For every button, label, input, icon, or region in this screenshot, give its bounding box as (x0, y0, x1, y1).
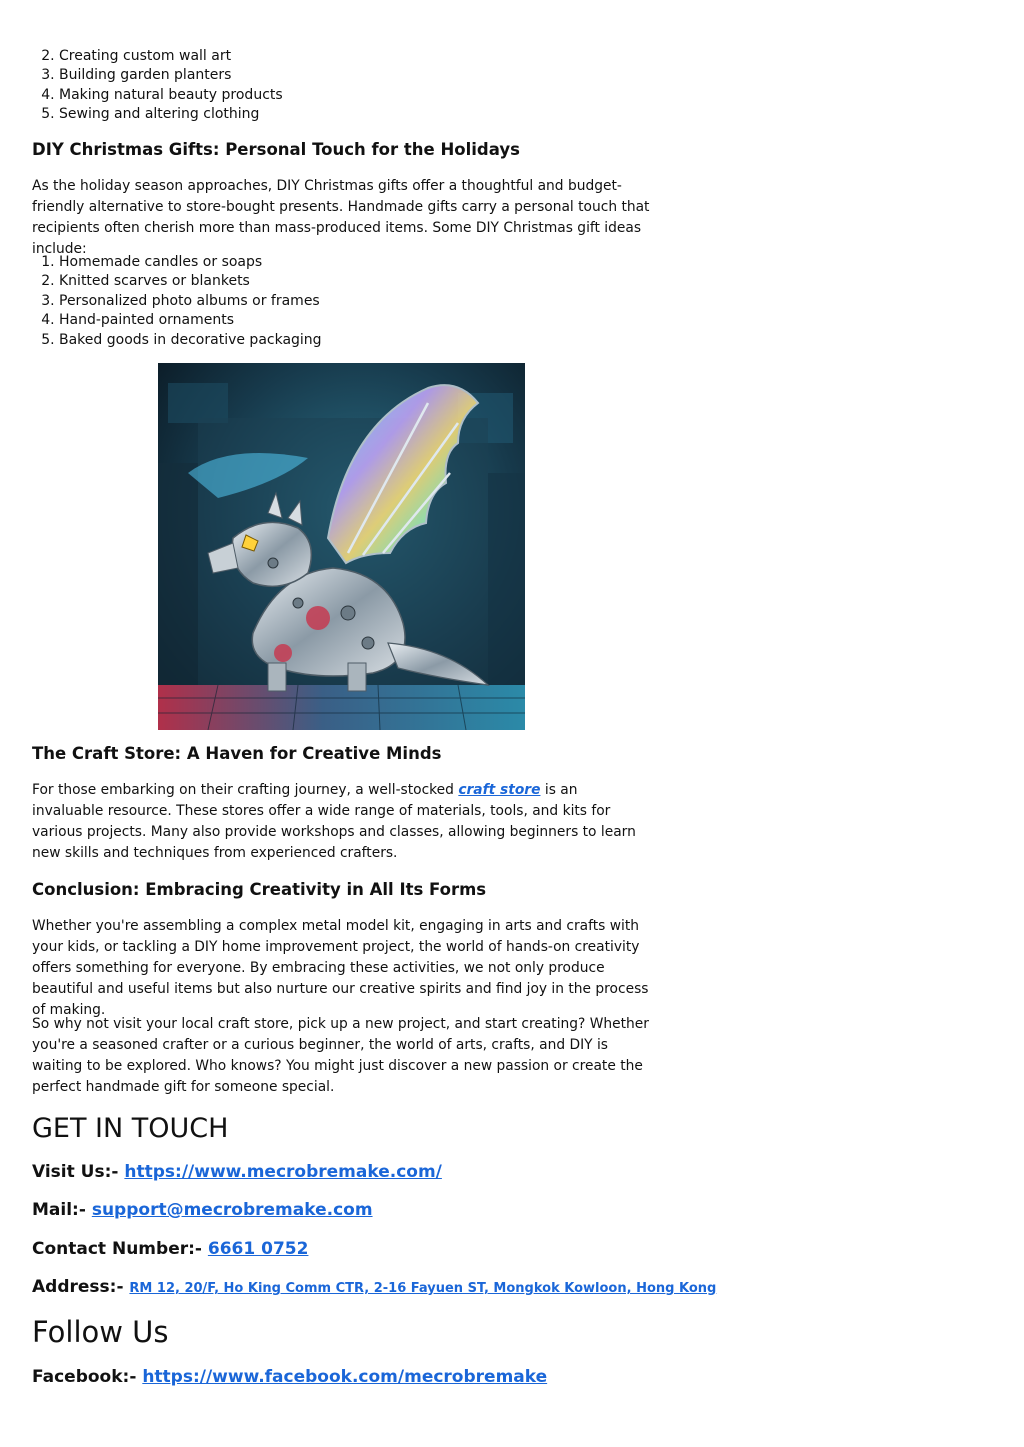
list-item: 4. Hand-painted ornaments (59, 311, 322, 330)
contact-number-line (32, 1239, 308, 1259)
craft-store-text: is an invaluable resource. These stores offer a wide range of materials, tools, and kits for various projects. Many also provide workshops and classes, allowing beginners to learn new skills and techniques from experienced crafters. (32, 782, 636, 861)
list-item: 4. Making natural beauty products (59, 86, 283, 105)
list-item: 5. Baked goods in decorative packaging (59, 331, 322, 350)
christmas-gift-list (32, 253, 322, 350)
mail-label: Mail:- (32, 1200, 86, 1220)
craft-store-text: For those embarking on their crafting journey, a well-stocked (32, 782, 459, 798)
contact-number-label: Contact Number:- (32, 1239, 202, 1259)
mail-line (32, 1200, 373, 1220)
visit-us-label: Visit Us:- (32, 1162, 119, 1182)
section-heading-conclusion: Conclusion: Embracing Creativity in All Its Forms (32, 880, 487, 899)
facebook-line (32, 1367, 547, 1387)
list-item: 2. Creating custom wall art (59, 47, 283, 66)
get-in-touch-heading: GET IN TOUCH (32, 1113, 229, 1144)
list-item: 2. Knitted scarves or blankets (59, 272, 322, 291)
address-link[interactable]: RM 12, 20/F, Ho King Comm CTR, 2-16 Fayuen ST, Mongkok Kowloon, Hong Kong (129, 1281, 717, 1296)
list-item: 1. Homemade candles or soaps (59, 253, 322, 272)
list-item: 5. Sewing and altering clothing (59, 105, 283, 124)
metal-dragon-model-image (158, 363, 525, 730)
facebook-link[interactable]: https://www.facebook.com/mecrobremake (142, 1367, 548, 1387)
craft-store-paragraph (32, 780, 652, 864)
website-link[interactable]: https://www.mecrobremake.com/ (124, 1162, 442, 1182)
conclusion-paragraph-1: Whether you're assembling a complex metal model kit, engaging in arts and crafts with your kids, or tackling a DIY home improvement project, the world of hands-on creativity offers something for everyone. By embracing these activities, we not only produce beautiful and useful items but also nurture our creative spirits and find joy in the process of making. (32, 918, 649, 1018)
list-item: 3. Building garden planters (59, 66, 283, 85)
phone-link[interactable]: 6661 0752 (207, 1239, 309, 1259)
follow-us-heading: Follow Us (32, 1315, 169, 1349)
section-heading-christmas: DIY Christmas Gifts: Personal Touch for the Holidays (32, 140, 520, 159)
christmas-paragraph: As the holiday season approaches, DIY Christmas gifts offer a thoughtful and budget-friendly alternative to store-bought presents. Handmade gifts carry a personal touch that recipients often cherish more than mass-produced items. Some DIY Christmas gift ideas include: (32, 178, 650, 257)
visit-us-line (32, 1162, 442, 1182)
craft-store-link[interactable]: craft store (458, 782, 541, 798)
section-heading-craft-store: The Craft Store: A Haven for Creative Minds (32, 744, 442, 763)
address-label: Address:- (32, 1277, 124, 1297)
conclusion-paragraph-2: So why not visit your local craft store, pick up a new project, and start creating? Whether you're a seasoned crafter or a curious beginner, the world of arts, crafts, and DIY is waiting to be explored. Who knows? You might just discover a new passion or create the perfect handmade gift for someone special. (32, 1016, 649, 1095)
top-numbered-list (32, 47, 283, 125)
facebook-label: Facebook:- (32, 1367, 137, 1387)
list-item: 3. Personalized photo albums or frames (59, 292, 322, 311)
address-line (32, 1277, 716, 1297)
email-link[interactable]: support@mecrobremake.com (91, 1200, 373, 1220)
